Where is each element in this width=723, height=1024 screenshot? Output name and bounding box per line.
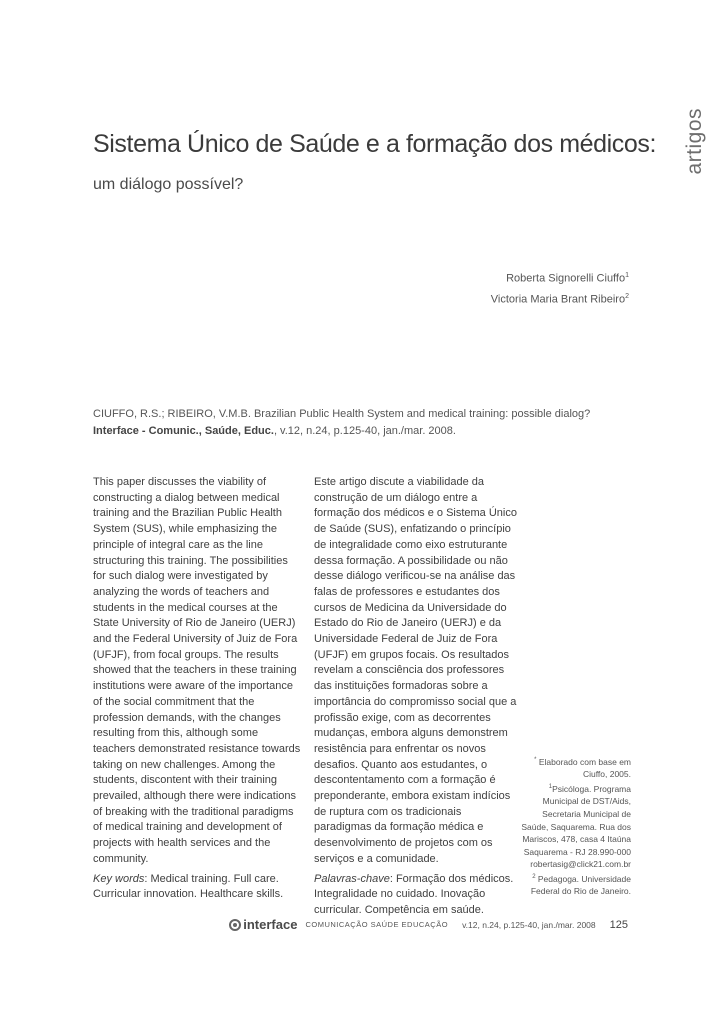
journal-tagline: COMUNICAÇÃO SAÚDE EDUCAÇÃO xyxy=(305,920,449,929)
author-list xyxy=(491,267,629,308)
footnote: * Elaborado com base em Ciuffo, 2005. xyxy=(534,756,631,780)
footnote: $^1$Psicóloga. Programa Municipal de DST/Aids, Secretaria Municipal de Saúde, Saquarema. Rua dos Mariscos, 478, casa 4 Itaúna Saquarema - RJ 28.990-000 robertasig@click21.com.br xyxy=(521,783,631,870)
section-label: artigos xyxy=(683,108,706,175)
author: Roberta Signorelli Ciuffo$^1$ xyxy=(506,272,629,285)
logo-icon xyxy=(229,919,241,931)
footnote: $^2$ Pedagoga. Universidade Federal do Rio de Janeiro. xyxy=(530,873,631,897)
abstract-text: This paper discusses the viability of constructing a dialog between medical training and the Brazilian Public Health System (SUS), while emphasizing the principle of integral care as the line structuring this training. The possibilities for such dialog were investigated by analyzing the words of teachers and students in the medical courses at the State University of Rio de Janeiro (UERJ) and the Federal University of Juiz de Fora (UFJF), from focal groups. The results showed that the teachers in these training institutions were aware of the importance of the social commitment that the profession demands, with the changes resulting from this, although some teachers demonstrated resistance towards taking on new challenges. Among the students, discontent with their training prevailed, although there were indications of breaking with the traditional paradigms of medical training and development of projects with health services and the community. xyxy=(93,476,301,865)
journal-name: Interface - Comunic., Saúde, Educ. xyxy=(93,425,274,437)
page-number: 125 xyxy=(609,918,628,931)
author: Victoria Maria Brant Ribeiro$^2$ xyxy=(490,292,629,306)
abstract-portuguese xyxy=(314,475,518,919)
article-subtitle: um diálogo possível? xyxy=(93,176,244,193)
footnotes xyxy=(521,754,631,898)
issue-info: v.12, n.24, p.125-40, jan./mar. 2008 xyxy=(462,919,596,930)
citation: CIUFFO, R.S.; RIBEIRO, V.M.B. Brazilian Public Health System and medical training: possible dialog? Interface - Comunic., Saúde, Educ., v.12, n.24, p.125-40, jan./mar. 2008. xyxy=(93,408,591,437)
journal-logo: interface xyxy=(229,917,297,932)
page-footer xyxy=(229,917,628,932)
abstract-text: Este artigo discute a viabilidade da construção de um diálogo entre a formação dos médicos e o Sistema Único de Saúde (SUS), enfatizando o princípio de integralidade como eixo estruturante dessa formação. A possibilidade ou não desse diálogo verificou-se na análise das falas de professores e estudantes dos cursos de Medicina da Universidade do Estado do Rio de Janeiro (UERJ) e da Universidade Federal de Juiz de Fora (UFJF) em grupos focais. Os resultados revelam a consciência dos professores das instituições formadoras sobre a importância do compromisso social que a profissão exige, com as decorrentes mudanças, embora alguns demonstrem resistência para enfrentar os novos desafios. Quanto aos estudantes, o descontentamento com a formação é preponderante, embora existam indícios de ruptura com os tradicionais paradigmas da formação médica e desenvolvimento de projetos com os serviços e a comunidade. xyxy=(314,476,517,865)
article-title: Sistema Único de Saúde e a formação dos médicos: xyxy=(93,130,657,158)
keywords: Palavras-chave: Formação dos médicos. Integralidade no cuidado. Inovação curricular. Competência em saúde. xyxy=(314,872,514,916)
keywords: Key words: Medical training. Full care. Curricular innovation. Healthcare skills. xyxy=(93,872,284,901)
abstract-english xyxy=(93,475,301,903)
